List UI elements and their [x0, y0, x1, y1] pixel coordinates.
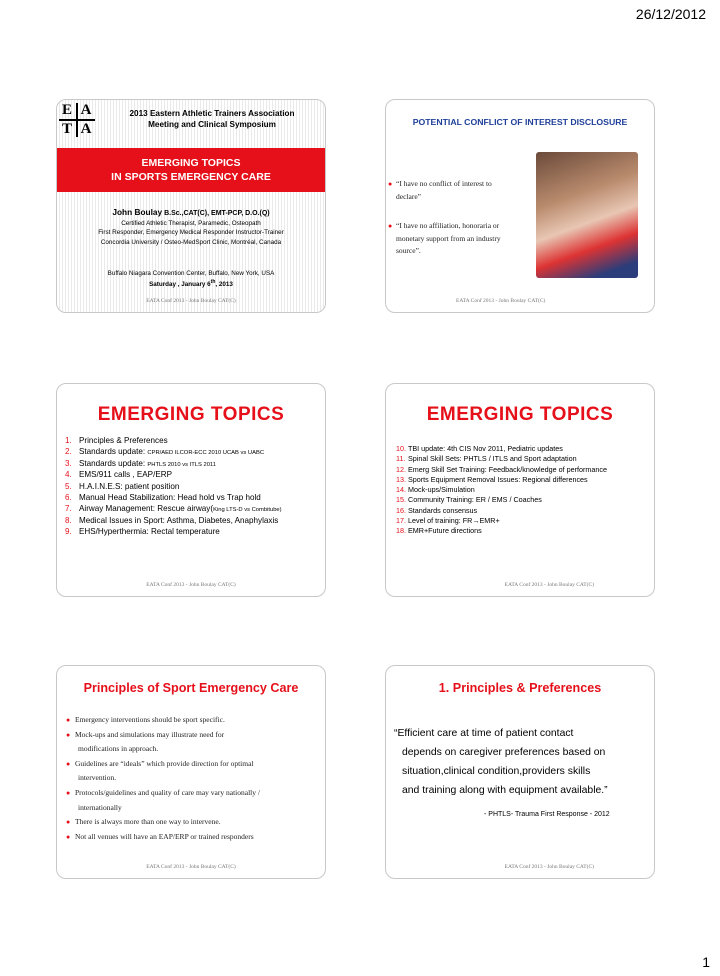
venue-block: [57, 269, 325, 289]
bullet-dot-icon: ●: [66, 818, 71, 827]
principle-item: [66, 757, 321, 786]
topic-item: [396, 495, 607, 505]
quote-line: depends on caregiver preferences based on: [402, 747, 606, 758]
topic-item: [396, 454, 607, 464]
topic-item: [396, 506, 607, 516]
page-date: 26/12/2012: [635, 6, 706, 22]
principle-item: [66, 830, 321, 845]
slide-title-text: EMERGING TOPICS: [426, 404, 614, 425]
slide-emerging-topics-1: [56, 383, 326, 597]
slide-footer: EATA Conf 2013 - John Boulay CAT(C): [504, 864, 594, 870]
topic-text: Principles & Preferences: [79, 436, 168, 445]
topics-list: [65, 436, 282, 539]
topic-text: Sports Equipment Removal Issues: Regional differences: [408, 474, 588, 484]
logo-letter: T: [61, 121, 72, 137]
topic-item: [396, 526, 607, 536]
topics-list: [396, 444, 607, 537]
quote-block: [394, 724, 655, 800]
venue-name: Buffalo Niagara Convention Center, Buffalo, New York, USA: [107, 270, 275, 277]
slide-title-text: POTENTIAL CONFLICT OF INTEREST DISCLOSURE: [412, 117, 628, 127]
topic-text: Emerg Skill Set Training: Feedback/knowledge of performance: [408, 464, 607, 474]
principle-item: [66, 728, 321, 757]
slide-title-text: EMERGING TOPICS: [97, 404, 285, 425]
assoc-line: Meeting and Clinical Symposium: [148, 120, 276, 129]
principle-line: Mock-ups and simulations may illustrate need for: [75, 729, 225, 739]
athlete-injury-photo: [536, 152, 638, 278]
topic-text: TBI update: 4th CIS Nov 2011, Pediatric updates: [408, 444, 563, 453]
topic-number: 8.: [65, 515, 72, 525]
quote-attribution: - PHTLS- Trauma First Response - 2012: [484, 811, 610, 818]
principle-line: internationally: [78, 802, 122, 812]
topic-detail: King LTS-D vs Combitube): [213, 507, 282, 514]
topic-number: 15.: [396, 495, 406, 505]
topic-detail: CPR/AED ILCOR-ECC 2010 UCAB vs UABC: [147, 450, 265, 457]
topic-number: 13.: [396, 474, 406, 484]
topic-text: Manual Head Stabilization: Head hold vs Trap hold: [79, 493, 261, 503]
principle-line: There is always more than one way to intervene.: [75, 817, 221, 827]
bullet-item: ● “I have no affiliation, honoraria or monetary support from an industry source”.: [388, 221, 501, 255]
topic-item: [65, 493, 282, 504]
bullet-item: ● “I have no conflict of interest to declare”: [388, 179, 492, 201]
topic-item: [396, 465, 607, 475]
topic-text: Community Training: ER / EMS / Coaches: [408, 495, 542, 505]
slide-principles: [56, 665, 326, 879]
bullet-dot-icon: ●: [388, 180, 393, 188]
logo-letter: A: [80, 102, 92, 118]
principle-line: Protocols/guidelines and quality of care may vary nationally /: [75, 787, 260, 797]
speaker-credentials: B.Sc.,CAT(C), EMT-PCP, D.O.(Q): [162, 210, 270, 217]
slide-footer: EATA Conf 2013 - John Boulay CAT(C): [504, 582, 594, 588]
quote-line: and training along with equipment available.”: [402, 785, 608, 796]
principle-line: modifications in approach.: [78, 744, 159, 754]
topic-text: EHS/Hyperthermia: Rectal temperature: [79, 527, 220, 537]
speaker-line: Certified Athletic Therapist, Paramedic, Osteopath: [121, 219, 261, 227]
topic-item: [396, 485, 607, 495]
speaker-block: [57, 208, 325, 247]
principle-item: [66, 713, 321, 728]
principle-line: Not all venues will have an EAP/ERP or trained responders: [75, 831, 254, 841]
topic-text: EMR+Future directions: [408, 526, 482, 536]
topic-text: Standards consensus: [408, 505, 478, 515]
bullet-dot-icon: ●: [66, 788, 71, 797]
topic-number: 18.: [396, 526, 406, 536]
bullet-dot-icon: ●: [66, 832, 71, 841]
topic-number: 5.: [65, 481, 72, 491]
topic-text: Spinal Skill Sets: PHTLS / ITLS and Sport adaptation: [408, 454, 577, 464]
topic-text: Mock-ups/Simulation: [408, 485, 475, 495]
speaker-line: First Responder, Emergency Medical Responder Instructor-Trainer: [98, 229, 284, 236]
topic-number: 11.: [396, 454, 406, 464]
eata-logo: [59, 103, 95, 137]
topic-text: Medical Issues in Sport: Asthma, Diabetes, Anaphylaxis: [79, 515, 279, 525]
quote-line: situation,clinical condition,providers skills: [402, 766, 591, 777]
logo-letter: A: [80, 121, 92, 137]
topic-item: [65, 470, 282, 481]
principle-line: intervention.: [78, 773, 117, 783]
topic-number: 12.: [396, 464, 406, 474]
principle-line: Emergency interventions should be sport specific.: [75, 715, 225, 724]
quote-line: “Efficient care at time of patient contact: [394, 728, 574, 739]
topic-number: 1.: [65, 436, 72, 445]
topic-item: [65, 504, 282, 515]
topic-item: [65, 447, 282, 458]
topic-text: H.A.I.N.E.S: patient position: [79, 481, 180, 491]
principles-list: [66, 713, 321, 844]
topic-number: 16.: [396, 505, 406, 515]
bullet-dot-icon: ●: [388, 222, 393, 230]
topic-item: [65, 459, 282, 470]
speaker-line: Concordia University / Osteo-MedSport Clinic, Montréal, Canada: [100, 238, 282, 246]
page-number: 1: [702, 954, 710, 970]
title-line: EMERGING TOPICS: [141, 157, 241, 169]
topic-detail: PHTLS 2010 vs ITLS 2011: [147, 461, 216, 468]
event-date: Saturday , January 6th, 2013: [149, 279, 233, 289]
topic-item: [396, 475, 607, 485]
bullet-dot-icon: ●: [66, 730, 71, 739]
topic-text: Airway Management: Rescue airway(: [79, 504, 214, 514]
bullet-dot-icon: ●: [66, 759, 71, 768]
topic-item: [65, 482, 282, 493]
speaker-name: John Boulay: [112, 207, 163, 217]
slide-footer: EATA Conf 2013 - John Boulay CAT(C): [146, 298, 236, 304]
principle-item: [66, 786, 321, 815]
topic-number: 7.: [65, 504, 72, 514]
topic-item: [65, 516, 282, 527]
bullet-dot-icon: ●: [66, 716, 71, 724]
logo-letter: E: [61, 102, 72, 118]
topic-item: [65, 436, 282, 447]
topic-number: 6.: [65, 493, 72, 503]
slide-emerging-topics-2: [385, 383, 655, 597]
title-banner: [57, 148, 325, 192]
slide-footer: EATA Conf 2013 - John Boulay CAT(C): [146, 864, 236, 870]
slide-title: [56, 99, 326, 313]
topic-text: Standards update:: [79, 458, 148, 468]
association-name: [101, 108, 323, 130]
topic-number: 14.: [396, 485, 406, 495]
slide-principles-preferences: [385, 665, 655, 879]
slide-footer: EATA Conf 2013 - John Boulay CAT(C): [456, 298, 546, 304]
assoc-line: 2013 Eastern Athletic Trainers Association: [129, 109, 295, 118]
topic-item: [396, 516, 607, 526]
slide-disclosure: [385, 99, 655, 313]
topic-text: EMS/911 calls , EAP/ERP: [79, 470, 172, 480]
topic-text: Standards update:: [79, 447, 148, 457]
title-line: IN SPORTS EMERGENCY CARE: [111, 171, 271, 183]
topic-number: 17.: [396, 516, 406, 526]
slide-footer: EATA Conf 2013 - John Boulay CAT(C): [146, 582, 236, 588]
principle-line: Guidelines are “ideals” which provide direction for optimal: [75, 758, 254, 768]
topic-number: 4.: [65, 470, 72, 480]
topic-text: Level of training: FR→EMR+: [408, 516, 500, 526]
slide-title-text: 1. Principles & Preferences: [438, 681, 602, 695]
topic-number: 2.: [65, 447, 72, 457]
topic-number: 3.: [65, 458, 72, 468]
slide-title-text: Principles of Sport Emergency Care: [83, 681, 299, 695]
topic-number: 10.: [396, 444, 406, 453]
topic-item: [65, 527, 282, 538]
topic-item: [396, 444, 607, 454]
principle-item: [66, 815, 321, 830]
topic-number: 9.: [65, 527, 72, 537]
